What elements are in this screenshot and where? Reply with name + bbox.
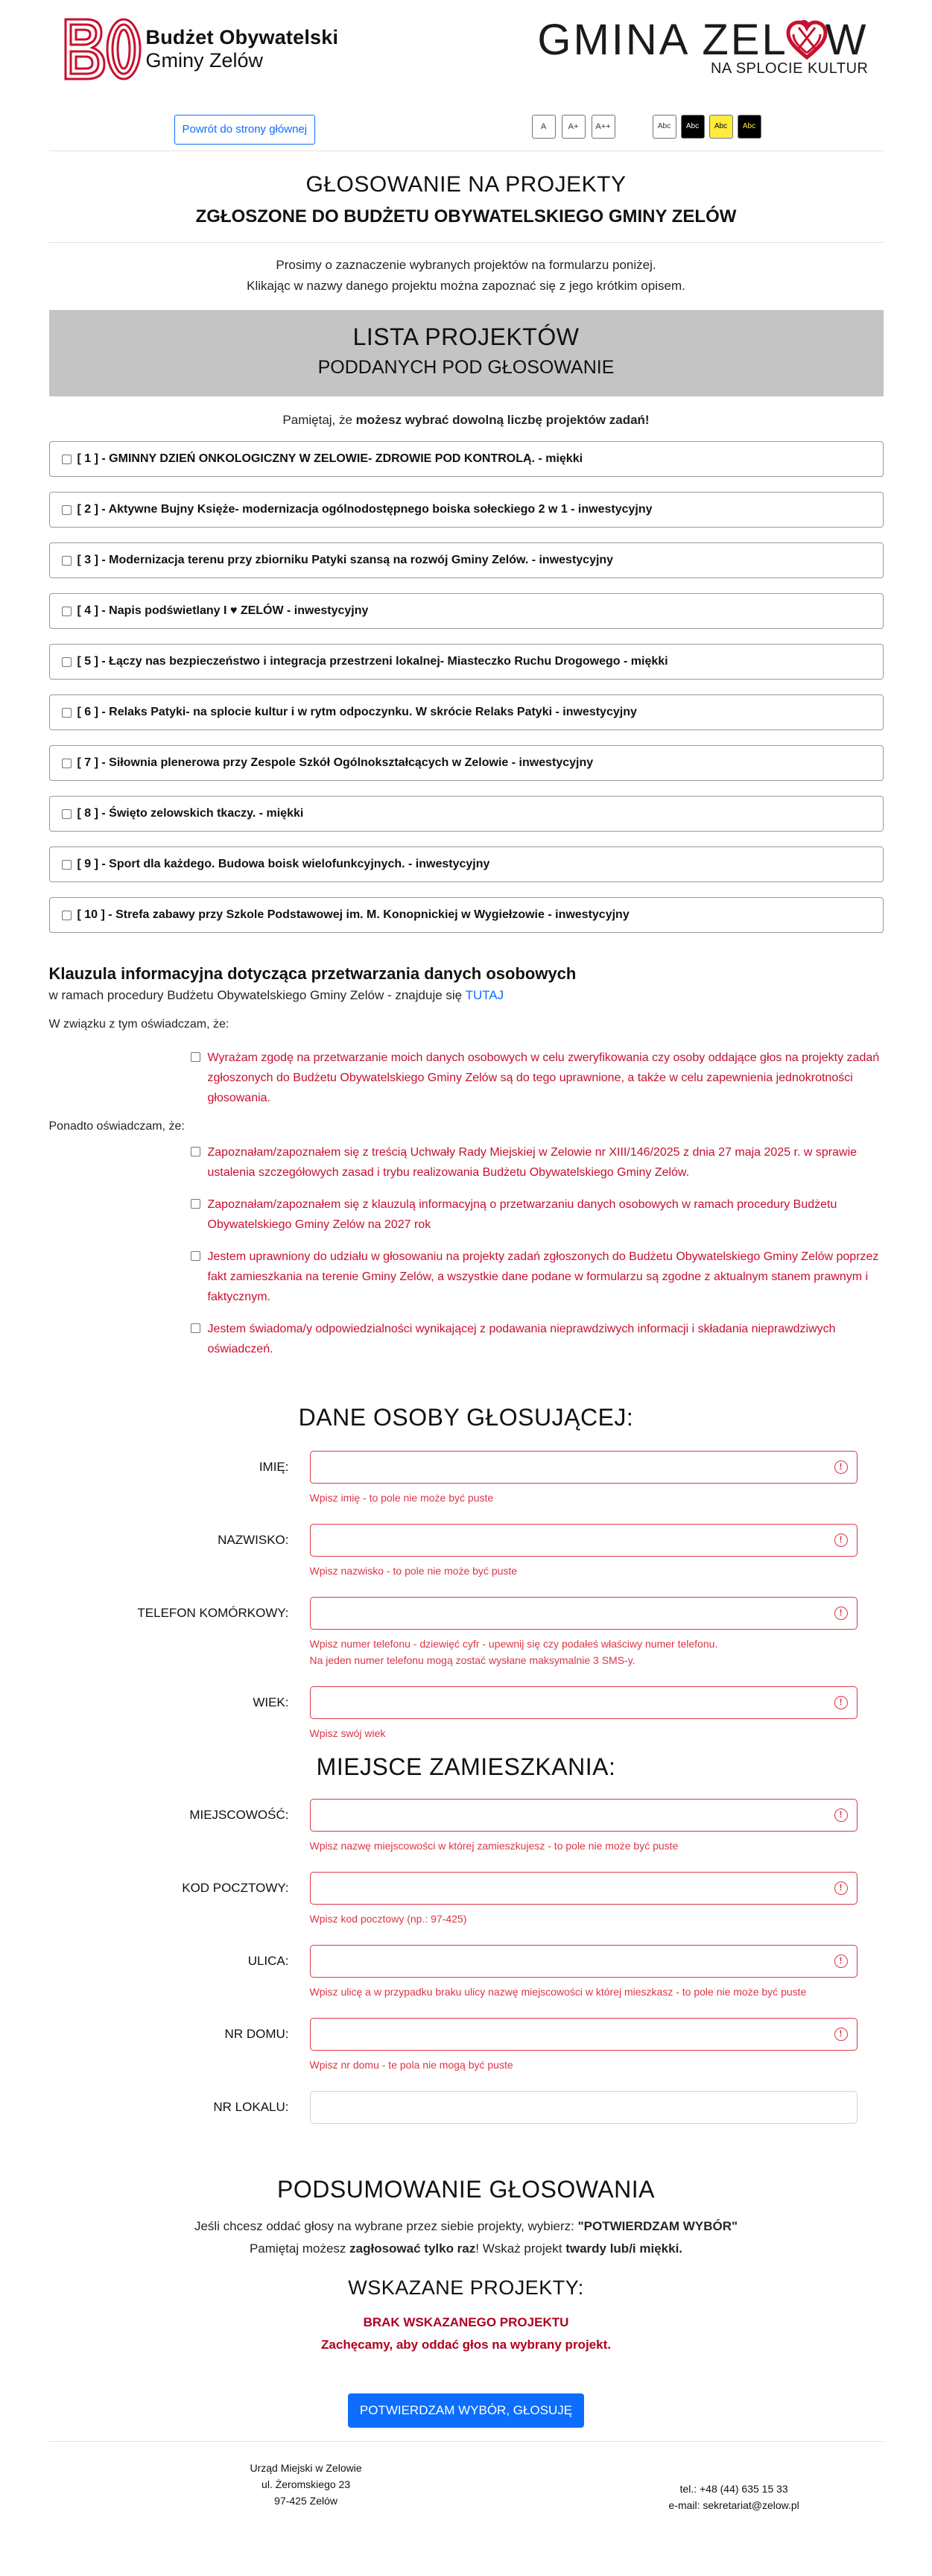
project-label[interactable]: [ 5 ] - Łączy nas bezpieczeństwo i integracja przestrzeni lokalnej- Miasteczko Ruchu Drogowego - miękki	[77, 655, 668, 668]
postal-code-error: Wpisz kod pocztowy (np.: 97-425)	[309, 1913, 467, 1925]
gmina-logo-subtitle: NA SPLOCIE KULTUR	[710, 60, 869, 77]
gmina-logo-name-part1: GMINA ZEL	[537, 16, 788, 64]
field-postal-code	[49, 1872, 884, 1927]
project-item-8[interactable]	[49, 796, 884, 832]
intro-line2: Klikając w nazwy danego projektu można zapoznać się z jego krótkim opisem.	[247, 279, 685, 293]
project-list-banner	[49, 310, 884, 396]
last-name-input[interactable]	[310, 1524, 857, 1557]
consent-residence[interactable]	[191, 1247, 884, 1307]
selected-projects-heading: WSKAZANE PROJEKTY:	[348, 2276, 584, 2299]
last-name-label: NAZWISKO:	[218, 1533, 289, 1547]
consent-data-processing[interactable]	[191, 1048, 884, 1108]
summary-line2-bold-b: twardy lub/i miękki.	[565, 2241, 683, 2256]
gmina-logo-name-part2: W	[825, 16, 869, 64]
page-title-line1: GŁOSOWANIE NA PROJEKTY	[305, 172, 627, 197]
bo-logo-text	[146, 26, 339, 72]
summary-line2-text-b: ! Wskaż projekt	[475, 2241, 566, 2256]
field-last-name	[49, 1524, 884, 1579]
field-first-name	[49, 1451, 884, 1506]
field-apartment-number	[49, 2091, 884, 2124]
consent-checkbox[interactable]	[191, 1052, 200, 1062]
error-icon: !	[834, 1534, 848, 1547]
footer-address-line3: 97-425 Zelów	[274, 2495, 337, 2507]
apartment-number-input[interactable]	[310, 2091, 857, 2124]
phone-label: TELEFON KOMÓRKOWY:	[137, 1606, 289, 1620]
back-to-home-button[interactable]: Powrót do strony głównej	[174, 115, 316, 145]
footer-address-line2: ul. Żeromskiego 23	[261, 2478, 351, 2490]
page-title-line2: ZGŁOSZONE DO BUDŻETU OBYWATELSKIEGO GMINY ZELÓW	[195, 206, 737, 227]
residence-heading: MIEJSCE ZAMIESZKANIA:	[316, 1753, 616, 1780]
field-age	[49, 1686, 884, 1741]
no-project-line2: Zachęcamy, aby oddać głos na wybrany projekt.	[321, 2338, 611, 2352]
project-checkbox[interactable]	[62, 455, 72, 464]
age-input[interactable]	[310, 1686, 857, 1719]
gmina-logo-name	[537, 15, 868, 65]
clause-link[interactable]: TUTAJ	[465, 988, 504, 1002]
first-name-error: Wpisz imię - to pole nie może być puste	[309, 1492, 494, 1504]
consent-text[interactable]: Jestem uprawniony do udziału w głosowaniu na projekty zadań zgłoszonych do Budżetu Obywatelskiego Gminy Zelów poprzez fakt zamieszkania na terenie Gminy Zelów, a wszystkie dane podane w formularzu są zgodne z aktualnym stanem prawnym i faktycznym.	[207, 1250, 879, 1303]
house-number-input[interactable]	[310, 2018, 857, 2051]
project-label[interactable]: [ 10 ] - Strefa zabawy przy Szkole Podstawowej im. M. Konopnickiej w Wygiełzowie - inwestycyjny	[77, 908, 630, 921]
town-input[interactable]	[310, 1799, 857, 1832]
project-label[interactable]: [ 7 ] - Siłownia plenerowa przy Zespole Szkół Ogólnokształcących w Zelowie - inwestycyjny	[77, 756, 594, 769]
project-checkbox[interactable]	[62, 759, 72, 768]
project-checkbox[interactable]	[62, 657, 72, 667]
error-icon: !	[834, 1607, 848, 1620]
project-checkbox[interactable]	[62, 505, 72, 515]
field-phone	[49, 1597, 884, 1668]
age-label: WIEK:	[253, 1695, 289, 1709]
bo-logo[interactable]	[61, 16, 339, 82]
first-name-label: IMIĘ:	[259, 1460, 289, 1474]
font-size-controls	[532, 115, 615, 139]
voter-data-heading: DANE OSOBY GŁOSUJĄCEJ:	[298, 1404, 634, 1431]
consent-text[interactable]: Zapoznałam/zapoznałem się z klauzulą informacyjną o przetwarzaniu danych osobowych w ramach procedury Budżetu Obywatelskiego Gminy Zelów na 2027 rok	[207, 1198, 837, 1231]
project-checkbox[interactable]	[62, 809, 72, 819]
accessibility-toolbar	[49, 97, 884, 151]
error-icon: !	[834, 1955, 848, 1968]
project-label[interactable]: [ 9 ] - Sport dla każdego. Budowa boisk wielofunkcyjnych. - inwestycyjny	[77, 858, 490, 870]
age-error: Wpisz swój wiek	[309, 1727, 386, 1739]
project-checkbox[interactable]	[62, 708, 72, 718]
footer-email[interactable]: e-mail: sekretariat@zelow.pl	[668, 2499, 799, 2511]
error-icon: !	[834, 1808, 848, 1822]
field-street	[49, 1945, 884, 2000]
footer-phone: tel.: +48 (44) 635 15 33	[679, 2483, 788, 2495]
gmina-logo[interactable]	[537, 15, 868, 77]
bo-logo-line2: Gminy Zelów	[145, 49, 264, 72]
project-checkbox[interactable]	[62, 911, 72, 920]
project-checkbox[interactable]	[62, 607, 72, 616]
intro-line1: Prosimy o zaznaczenie wybranych projektów na formularzu poniżej.	[276, 258, 656, 272]
summary-line1-text: Jeśli chcesz oddać głosy na wybrane przez siebie projekty, wybierz:	[194, 2219, 578, 2233]
contrast-black-yellow-button[interactable]: Abc	[738, 115, 761, 139]
project-label[interactable]: [ 6 ] - Relaks Patyki- na splocie kultur i w rytm odpoczynku. W skrócie Relaks Patyki - inwestycyjny	[77, 706, 637, 718]
intro-text	[49, 243, 884, 310]
contrast-controls	[653, 115, 761, 139]
street-label: ULICA:	[247, 1954, 289, 1968]
error-icon: !	[834, 1882, 848, 1895]
first-name-input[interactable]	[310, 1451, 857, 1484]
house-number-error: Wpisz nr domu - te pola nie mogą być puste	[309, 2059, 513, 2071]
project-item-5[interactable]	[49, 644, 884, 680]
project-item-3[interactable]	[49, 542, 884, 578]
consent-resolution[interactable]	[191, 1142, 884, 1183]
font-size-normal-button[interactable]: A	[532, 115, 556, 139]
project-label[interactable]: [ 1 ] - GMINNY DZIEŃ ONKOLOGICZNY W ZELOWIE- ZDROWIE POD KONTROLĄ. - miękki	[77, 452, 583, 465]
confirm-wrap	[49, 2393, 884, 2428]
font-size-large-button[interactable]: A+	[562, 115, 586, 139]
no-project-selected-message	[49, 2311, 884, 2356]
contrast-yellow-black-button[interactable]: Abc	[709, 115, 733, 139]
project-item-2[interactable]	[49, 492, 884, 528]
summary-line1-bold: "POTWIERDZAM WYBÓR"	[577, 2219, 738, 2233]
consent-checkbox[interactable]	[191, 1323, 200, 1333]
page-title	[49, 151, 884, 227]
project-label[interactable]: [ 4 ] - Napis podświetlany I ♥ ZELÓW - inwestycyjny	[77, 604, 369, 617]
summary-line1	[49, 2215, 884, 2238]
project-label[interactable]: [ 2 ] - Aktywne Bujny Księże- modernizacja ogólnodostępnego boiska sołeckiego 2 w 1 - inwestycyjny	[77, 503, 653, 516]
project-item-10[interactable]	[49, 897, 884, 933]
summary-heading: PODSUMOWANIE GŁOSOWANIA	[277, 2176, 655, 2203]
error-icon: !	[834, 1461, 848, 1474]
project-checkbox[interactable]	[62, 556, 72, 566]
banner-line1: LISTA PROJEKTÓW	[352, 323, 580, 350]
footer-address	[250, 2460, 362, 2509]
town-error: Wpisz nazwę miejscowości w której zamieszkujesz - to pole nie może być puste	[309, 1840, 679, 1852]
street-input[interactable]	[310, 1945, 857, 1978]
reminder-bold: możesz wybrać dowolną liczbę projektów zadań!	[355, 413, 650, 427]
contrast-black-white-button[interactable]: Abc	[681, 115, 705, 139]
phone-error	[310, 1636, 857, 1668]
clause-subtitle	[49, 988, 884, 1003]
declaration-intro-1: W związku z tym oświadczam, że:	[48, 1018, 229, 1031]
consent-checkbox[interactable]	[191, 1147, 200, 1156]
clause-subtitle-text: w ramach procedury Budżetu Obywatelskiego Gminy Zelów - znajduje się	[48, 988, 466, 1002]
phone-error-line2: Na jeden numer telefonu mogą zostać wysłane maksymalnie 3 SMS-y.	[309, 1654, 635, 1666]
contrast-default-button[interactable]: Abc	[653, 115, 676, 139]
summary-line2	[49, 2238, 884, 2260]
bo-logo-mark	[61, 16, 143, 82]
postal-code-label: KOD POCZTOWY:	[182, 1881, 289, 1895]
banner-line2: PODDANYCH POD GŁOSOWANIE	[317, 357, 615, 378]
field-house-number	[49, 2018, 884, 2073]
project-checkbox[interactable]	[62, 860, 72, 870]
consent-checkbox[interactable]	[191, 1251, 200, 1261]
summary-text	[49, 2215, 884, 2260]
consent-text[interactable]: Wyrażam zgodę na przetwarzanie moich danych osobowych w celu zweryfikowania czy osoby oddające głos na projekty zadań zgłoszonych do Budżetu Obywatelskiego Gminy Zelów są do tego uprawnione, a także w celu zapewnienia jednokrotności głosowania.	[207, 1051, 880, 1104]
bo-logo-line1: Budżet Obywatelski	[145, 25, 339, 48]
site-header	[49, 0, 884, 97]
declaration-intro-2: Ponadto oświadczam, że:	[48, 1120, 185, 1133]
no-project-line1: BRAK WSKAZANEGO PROJEKTU	[363, 2315, 569, 2329]
project-item-1[interactable]	[49, 441, 884, 477]
project-item-7[interactable]	[49, 745, 884, 781]
footer	[49, 2442, 884, 2546]
phone-error-line1: Wpisz numer telefonu - dziewięć cyfr - upewnij się czy podałeś właściwy numer telefonu.	[309, 1638, 718, 1650]
footer-contact	[669, 2481, 799, 2513]
consent-text[interactable]: Jestem świadoma/y odpowiedzialności wynikającej z podawania nieprawdziwych informacji i składania nieprawdziwych oświadczeń.	[207, 1323, 836, 1355]
reminder-text: Pamiętaj, że	[282, 413, 356, 427]
project-label[interactable]: [ 3 ] - Modernizacja terenu przy zbiorniku Patyki szansą na rozwój Gminy Zelów. - inwestycyjny	[77, 554, 614, 566]
heart-icon	[785, 20, 828, 60]
house-number-label: NR DOMU:	[224, 2027, 289, 2041]
consent-text[interactable]: Zapoznałam/zapoznałem się z treścią Uchwały Rady Miejskiej w Zelowie nr XIII/146/2025 z dnia 27 maja 2025 r. w sprawie ustalenia szczegółowych zasad i trybu realizowania Budżetu Obywatelskiego Gminy Zelów.	[207, 1146, 857, 1179]
error-icon: !	[834, 1696, 848, 1709]
town-label: MIEJSCOWOŚĆ:	[189, 1808, 289, 1822]
street-error: Wpisz ulicę a w przypadku braku ulicy nazwę miejscowości w której mieszkasz - to pole nie może być puste	[309, 1986, 807, 1998]
postal-code-input[interactable]	[310, 1872, 857, 1905]
consent-information-clause[interactable]	[191, 1194, 884, 1235]
project-item-4[interactable]	[49, 593, 884, 629]
selection-reminder	[49, 396, 884, 441]
consent-responsibility[interactable]	[191, 1319, 884, 1359]
confirm-vote-button[interactable]: POTWIERDZAM WYBÓR, GŁOSUJĘ	[348, 2393, 584, 2428]
consent-checkbox[interactable]	[191, 1199, 200, 1209]
project-item-6[interactable]	[49, 694, 884, 730]
footer-address-line1: Urząd Miejski w Zelowie	[250, 2462, 362, 2474]
project-item-9[interactable]	[49, 846, 884, 882]
clause-title: Klauzula informacyjna dotycząca przetwarzania danych osobowych	[48, 964, 577, 983]
field-town	[49, 1799, 884, 1854]
project-label[interactable]: [ 8 ] - Święto zelowskich tkaczy. - miękki	[77, 807, 304, 820]
phone-input[interactable]	[310, 1597, 857, 1630]
project-list	[49, 441, 884, 933]
error-icon: !	[834, 2028, 848, 2041]
font-size-xlarge-button[interactable]: A++	[592, 115, 615, 139]
apartment-number-label: NR LOKALU:	[213, 2100, 289, 2114]
summary-line2-bold-a: zagłosować tylko raz	[349, 2241, 476, 2256]
summary-line2-text-a: Pamiętaj możesz	[249, 2241, 350, 2256]
last-name-error: Wpisz nazwisko - to pole nie może być puste	[309, 1565, 518, 1577]
